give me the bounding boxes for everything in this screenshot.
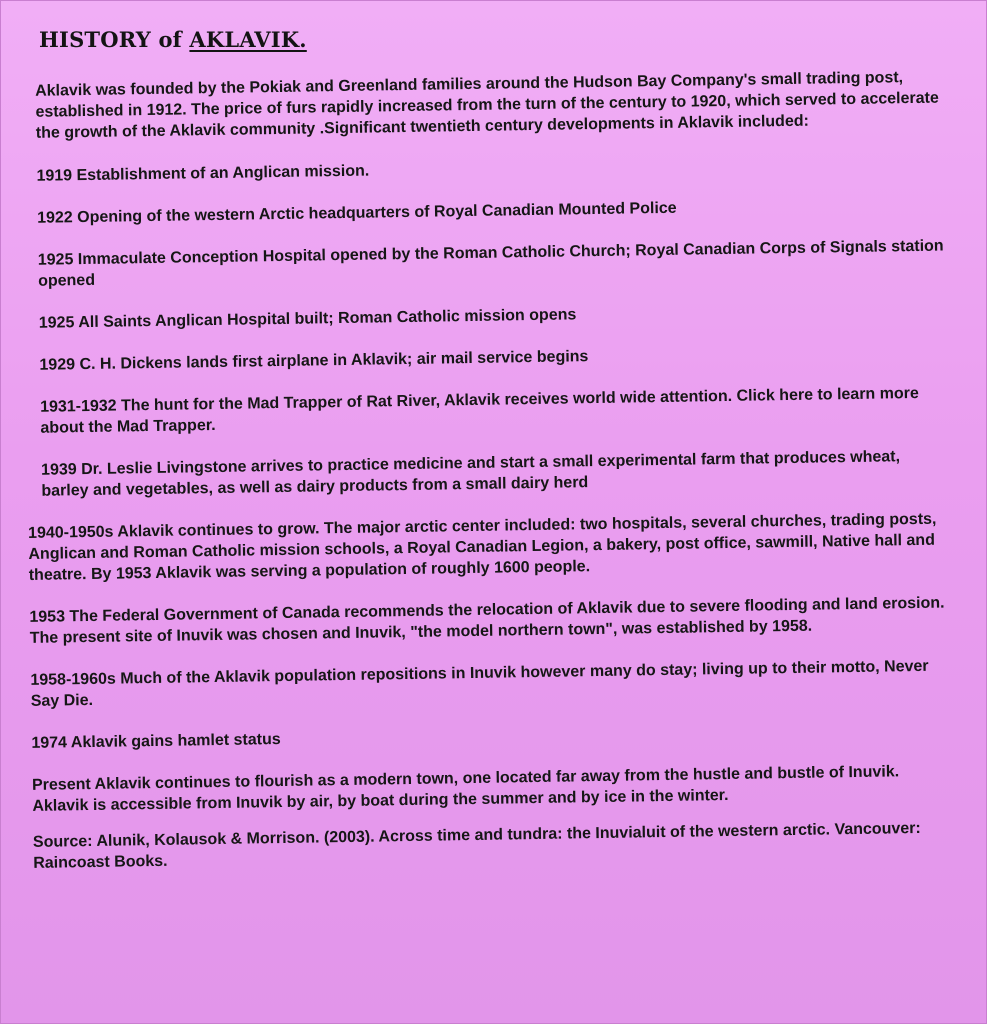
history-body bbox=[21, 67, 956, 895]
event-1925-anglican: 1925 All Saints Anglican Hospital built; Roman Catholic mission opens bbox=[38, 306, 577, 332]
event-1958-1960s: 1958-1960s Much of the Aklavik population repositions in Inuvik however many do stay; living up to their motto, Never Say Die. bbox=[30, 657, 929, 710]
event-present: Present Aklavik continues to flourish as a modern town, one located far away from the hustle and bustle of Inuvik. Aklavik is accessible from Inuvik by air, by boat during the summer and by ice in the winter. bbox=[31, 763, 900, 815]
event-1929: 1929 C. H. Dickens lands first airplane in Aklavik; air mail service begins bbox=[39, 348, 589, 374]
event-1922: 1922 Opening of the western Arctic headquarters of Royal Canadian Mounted Police bbox=[37, 199, 677, 227]
event-1919: 1919 Establishment of an Anglican mission. bbox=[36, 162, 370, 185]
event-1931-1932: 1931-1932 The hunt for the Mad Trapper of Rat River, Aklavik receives world wide attention. Click here to learn more about the Mad Trapper. bbox=[39, 384, 919, 437]
event-1939: 1939 Dr. Leslie Livingstone arrives to practice medicine and start a small experimental farm that produces wheat, barley and vegetables, as well as dairy products from a small dairy herd bbox=[40, 448, 901, 500]
source-citation: Source: Alunik, Kolausok & Morrison. (2003). Across time and tundra: the Inuvialuit of the western arctic. Vancouver: Raincoast Books. bbox=[32, 819, 921, 872]
event-1974: 1974 Aklavik gains hamlet status bbox=[31, 731, 281, 752]
event-1925-hospital: 1925 Immaculate Conception Hospital opened by the Roman Catholic Church; Royal Canadian Corps of Signals station opened bbox=[37, 237, 944, 290]
intro-paragraph: Aklavik was founded by the Pokiak and Greenland families around the Hudson Bay Company's small trading post, established in 1912. The price of furs rapidly increased from the turn of the century to 1920, which served to accelerate the growth of the Aklavik community .Significant twentieth century developments in Aklavik included: bbox=[35, 69, 939, 142]
event-1953: 1953 The Federal Government of Canada recommends the relocation of Aklavik due to severe flooding and land erosion. The present site of Inuvik was chosen and Inuvik, "the model northern town", was established by 1958. bbox=[29, 594, 945, 647]
title-prefix: HISTORY of bbox=[39, 27, 182, 52]
page-title bbox=[39, 27, 307, 52]
title-place-name: AKLAVIK. bbox=[189, 27, 307, 52]
event-1940-1950s: 1940-1950s Aklavik continues to grow. The major arctic center included: two hospitals, several churches, trading posts, Anglican and Roman Catholic mission schools, a Royal Canadian Legion, a bakery, post office, sawmill, Native hall and theatre. By 1953 Aklavik was serving a population of roughly 1600 people. bbox=[27, 510, 937, 584]
